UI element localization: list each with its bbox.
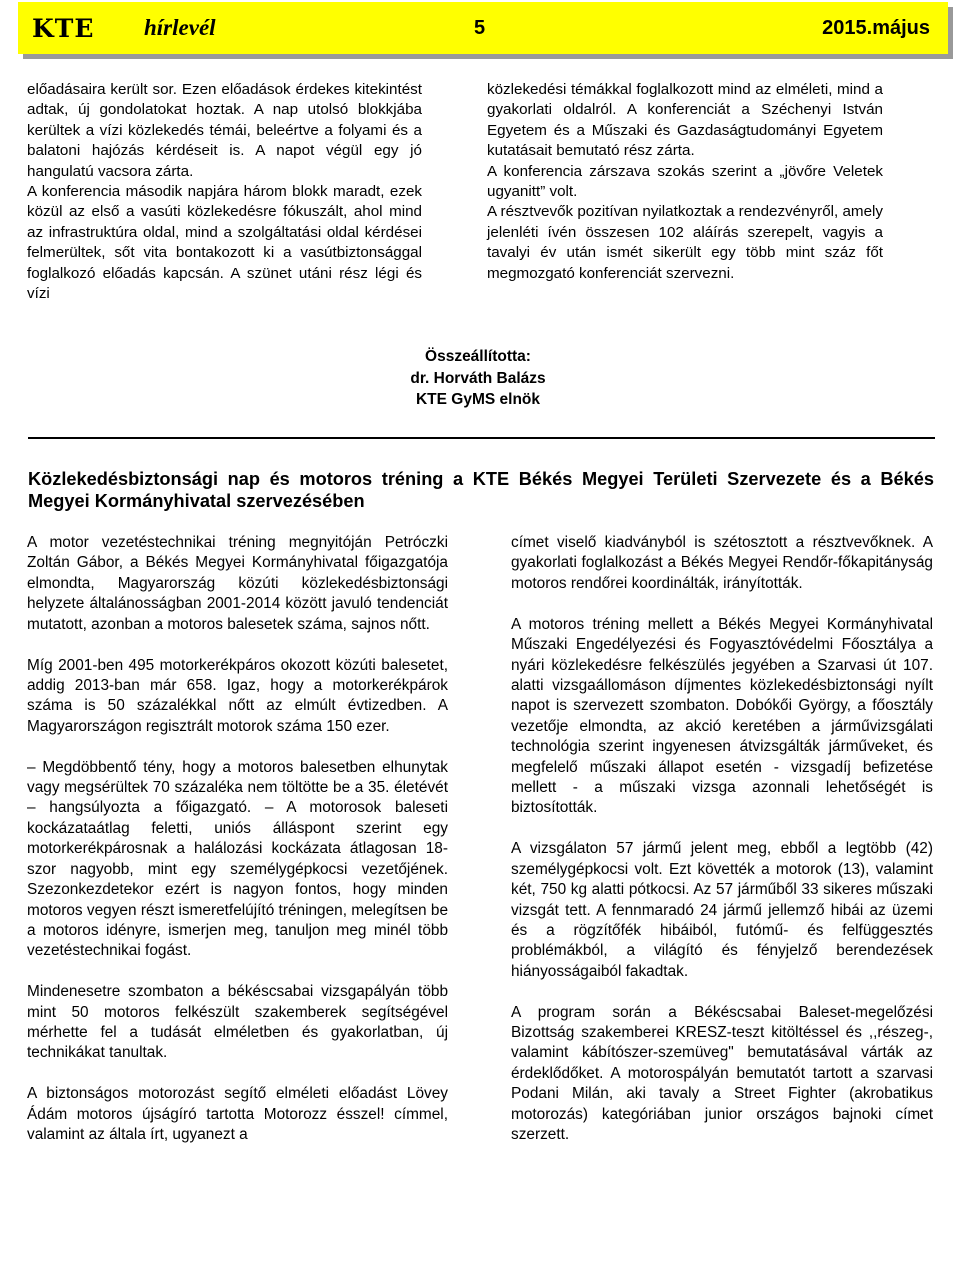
- paragraph: címet viselő kiadványból is szétosztott a résztvevőknek. A gyakorlati foglalkozást a Békés Megyei Rendőr-főkapitányság motoros rendőrei koordinálták, irányították.: [511, 534, 933, 592]
- article-title: Közlekedésbiztonsági nap és motoros tréning a KTE Békés Megyei Területi Szervezete és a Békés Megyei Kormányhivatal szervezésében: [28, 469, 934, 511]
- paragraph: – Megdöbbentő tény, hogy a motoros balesetben elhunytak vagy megsérültek 70 százaléka nem töltötte be a 35. életévét – hangsúlyozta a főigazgató. – A motorosok baleseti kockázataátlag feletti, uniós álláspont szerint egy motorkerékpárosnak a halálozási kockázata átlagosan 18-szor nagyobb, mint egy személygépkocsi vezetőjének. Szezonkezdetekor ezért is nagyon fontos, hogy minden motoros vegyen részt ismeretfelújító tréningen, melegítsen be a motoros idényre, ismerjen meg, tanuljon meg minél több vezetéstechnikai fogást.: [27, 758, 448, 960]
- paragraph: A motoros tréning mellett a Békés Megyei Kormányhivatal Műszaki Engedélyezési és Fogyasztóvédelmi Főosztálya a nyári közlekedésre felkészülés jegyében a Szarvasi út 107. alatti vizsgaállomáson díjmentes közlekedésbiztonsági nyílt napot is szervezett szombaton. Dobókői György, a főosztály vezetője elmondta, az akció keretében a járművizsgálati technológia szerint ingyenesen átvizsgálták járműveket, és megfelelő műszaki állapot esetén - vizsgadíj befizetése mellett - a műszaki vizsga azonnali lehetőségét is biztosították.: [511, 615, 933, 817]
- page-number: 5: [474, 17, 486, 39]
- paragraph: Míg 2001-ben 495 motorkerékpáros okozott közúti balesetet, addig 2013-ban már 658. Igaz, hogy a motorkerékpárok száma is 50 százalékkal nőtt az elmúlt évtizedben. A Magyarországon regisztrált motorok száma 150 ezer.: [27, 656, 448, 735]
- paragraph: előadásaira került sor. Ezen előadások érdekes kitekintést adtak, új gondolatokat hoztak. A nap utolsó blokkjába kerültek a vízi közlekedés témái, beleértve a folyami és a balatoni hajózás kérdéseit is. A napot végül egy jó hangulatú vacsora zárta.: [27, 81, 422, 180]
- article-left-column: [27, 533, 448, 1146]
- paragraph: A motor vezetéstechnikai tréning megnyitóján Petróczki Zoltán Gábor, a Békés Megyei Kormányhivatal főigazgatója elmondta, Magyarország közúti közlekedésbiztonsági helyzete általánosságban 2001-2014 között javuló tendenciát mutatott, azonban a motoros balesetek száma, sajnos nőtt.: [27, 534, 448, 633]
- paragraph: Mindenesetre szombaton a békéscsabai vizsgapályán több mint 50 motoros felkészült szakemberek segítségével mérhette fel a tudását elméletben és gyakorlatban, új technikákat tanultak.: [27, 983, 448, 1062]
- paragraph: A résztvevők pozitívan nyilatkoztak a rendezvényről, amely jelenléti ívén összesen 102 aláírás szerepelt, vagyis a tavalyi év után ismét sikerült egy több mint száz főt megmozgató konferenciát szervezni.: [487, 203, 883, 282]
- newsletter-header: [18, 2, 948, 54]
- paragraph: A konferencia zárszava szokás szerint a „jövőre Veletek ugyanitt” volt.: [487, 162, 883, 201]
- article-right-column: [511, 533, 933, 1145]
- header-kte-logo: KTE: [32, 14, 95, 43]
- top-left-column: [27, 80, 422, 304]
- compiled-by-label: Összeállította:: [425, 348, 531, 365]
- paragraph: A program során a Békéscsabai Baleset-megelőzési Bizottság szakemberei KRESZ-teszt kitöltéssel és ,,részeg-, valamint kábítószer-szemüveg" bemutatásával várták az érdeklődőket. A motorospályán bemutatót tartott a szarvasi Podani Milán, aki tavaly a Street Fighter (akrobatikus motorozás) kategóriában junior országos bajnoki címet szerzett.: [511, 1003, 933, 1144]
- issue-date: 2015.május: [822, 17, 930, 39]
- author-role: KTE GyMS elnök: [415, 391, 541, 408]
- section-divider: [28, 437, 935, 439]
- paragraph: A vizsgálaton 57 jármű jelent meg, ebből a legtöbb (42) személygépkocsi volt. Ezt követték a motorok (13), valamint két, 750 kg alatti pótkocsi. Az 57 járműből 33 sikeres műszaki vizsgát tett. A fennmaradó 24 jármű jellemző hibái az üzemi és a rögzítőfék hibáiból, futómű- és felfüggesztés problémákból, a világító és fényjelző berendezések hiányosságaiból fakadtak.: [511, 840, 933, 980]
- paragraph: A biztonságos motorozást segítő elméleti előadást Lövey Ádám motoros újságíró tartotta Motorozz ésszel! címmel, valamint az általa írt, ugyanezt a: [27, 1085, 448, 1144]
- signature-block: [0, 346, 960, 411]
- paragraph: közlekedési témákkal foglalkozott mind az elméleti, mind a gyakorlati oldalról. A konferenciát a Széchenyi István Egyetem és a Műszaki és Gazdaságtudományi Egyetem kutatásait bemutató rész zárta.: [487, 81, 883, 160]
- paragraph: A konferencia második napjára három blokk maradt, ezek közül az első a vasúti közlekedésre fókuszált, ahol mind az infrastruktúra oldal, mind a szolgáltatási oldal kérdései felmerültek, sőt vita bontakozott ki a vasútbiztonsággal foglalkozó előadás kapcsán. A szünet utáni rész légi és vízi: [27, 183, 422, 303]
- author-name: dr. Horváth Balázs: [410, 369, 546, 387]
- header-hirlevel: hírlevél: [144, 15, 216, 40]
- top-right-column: [487, 80, 883, 284]
